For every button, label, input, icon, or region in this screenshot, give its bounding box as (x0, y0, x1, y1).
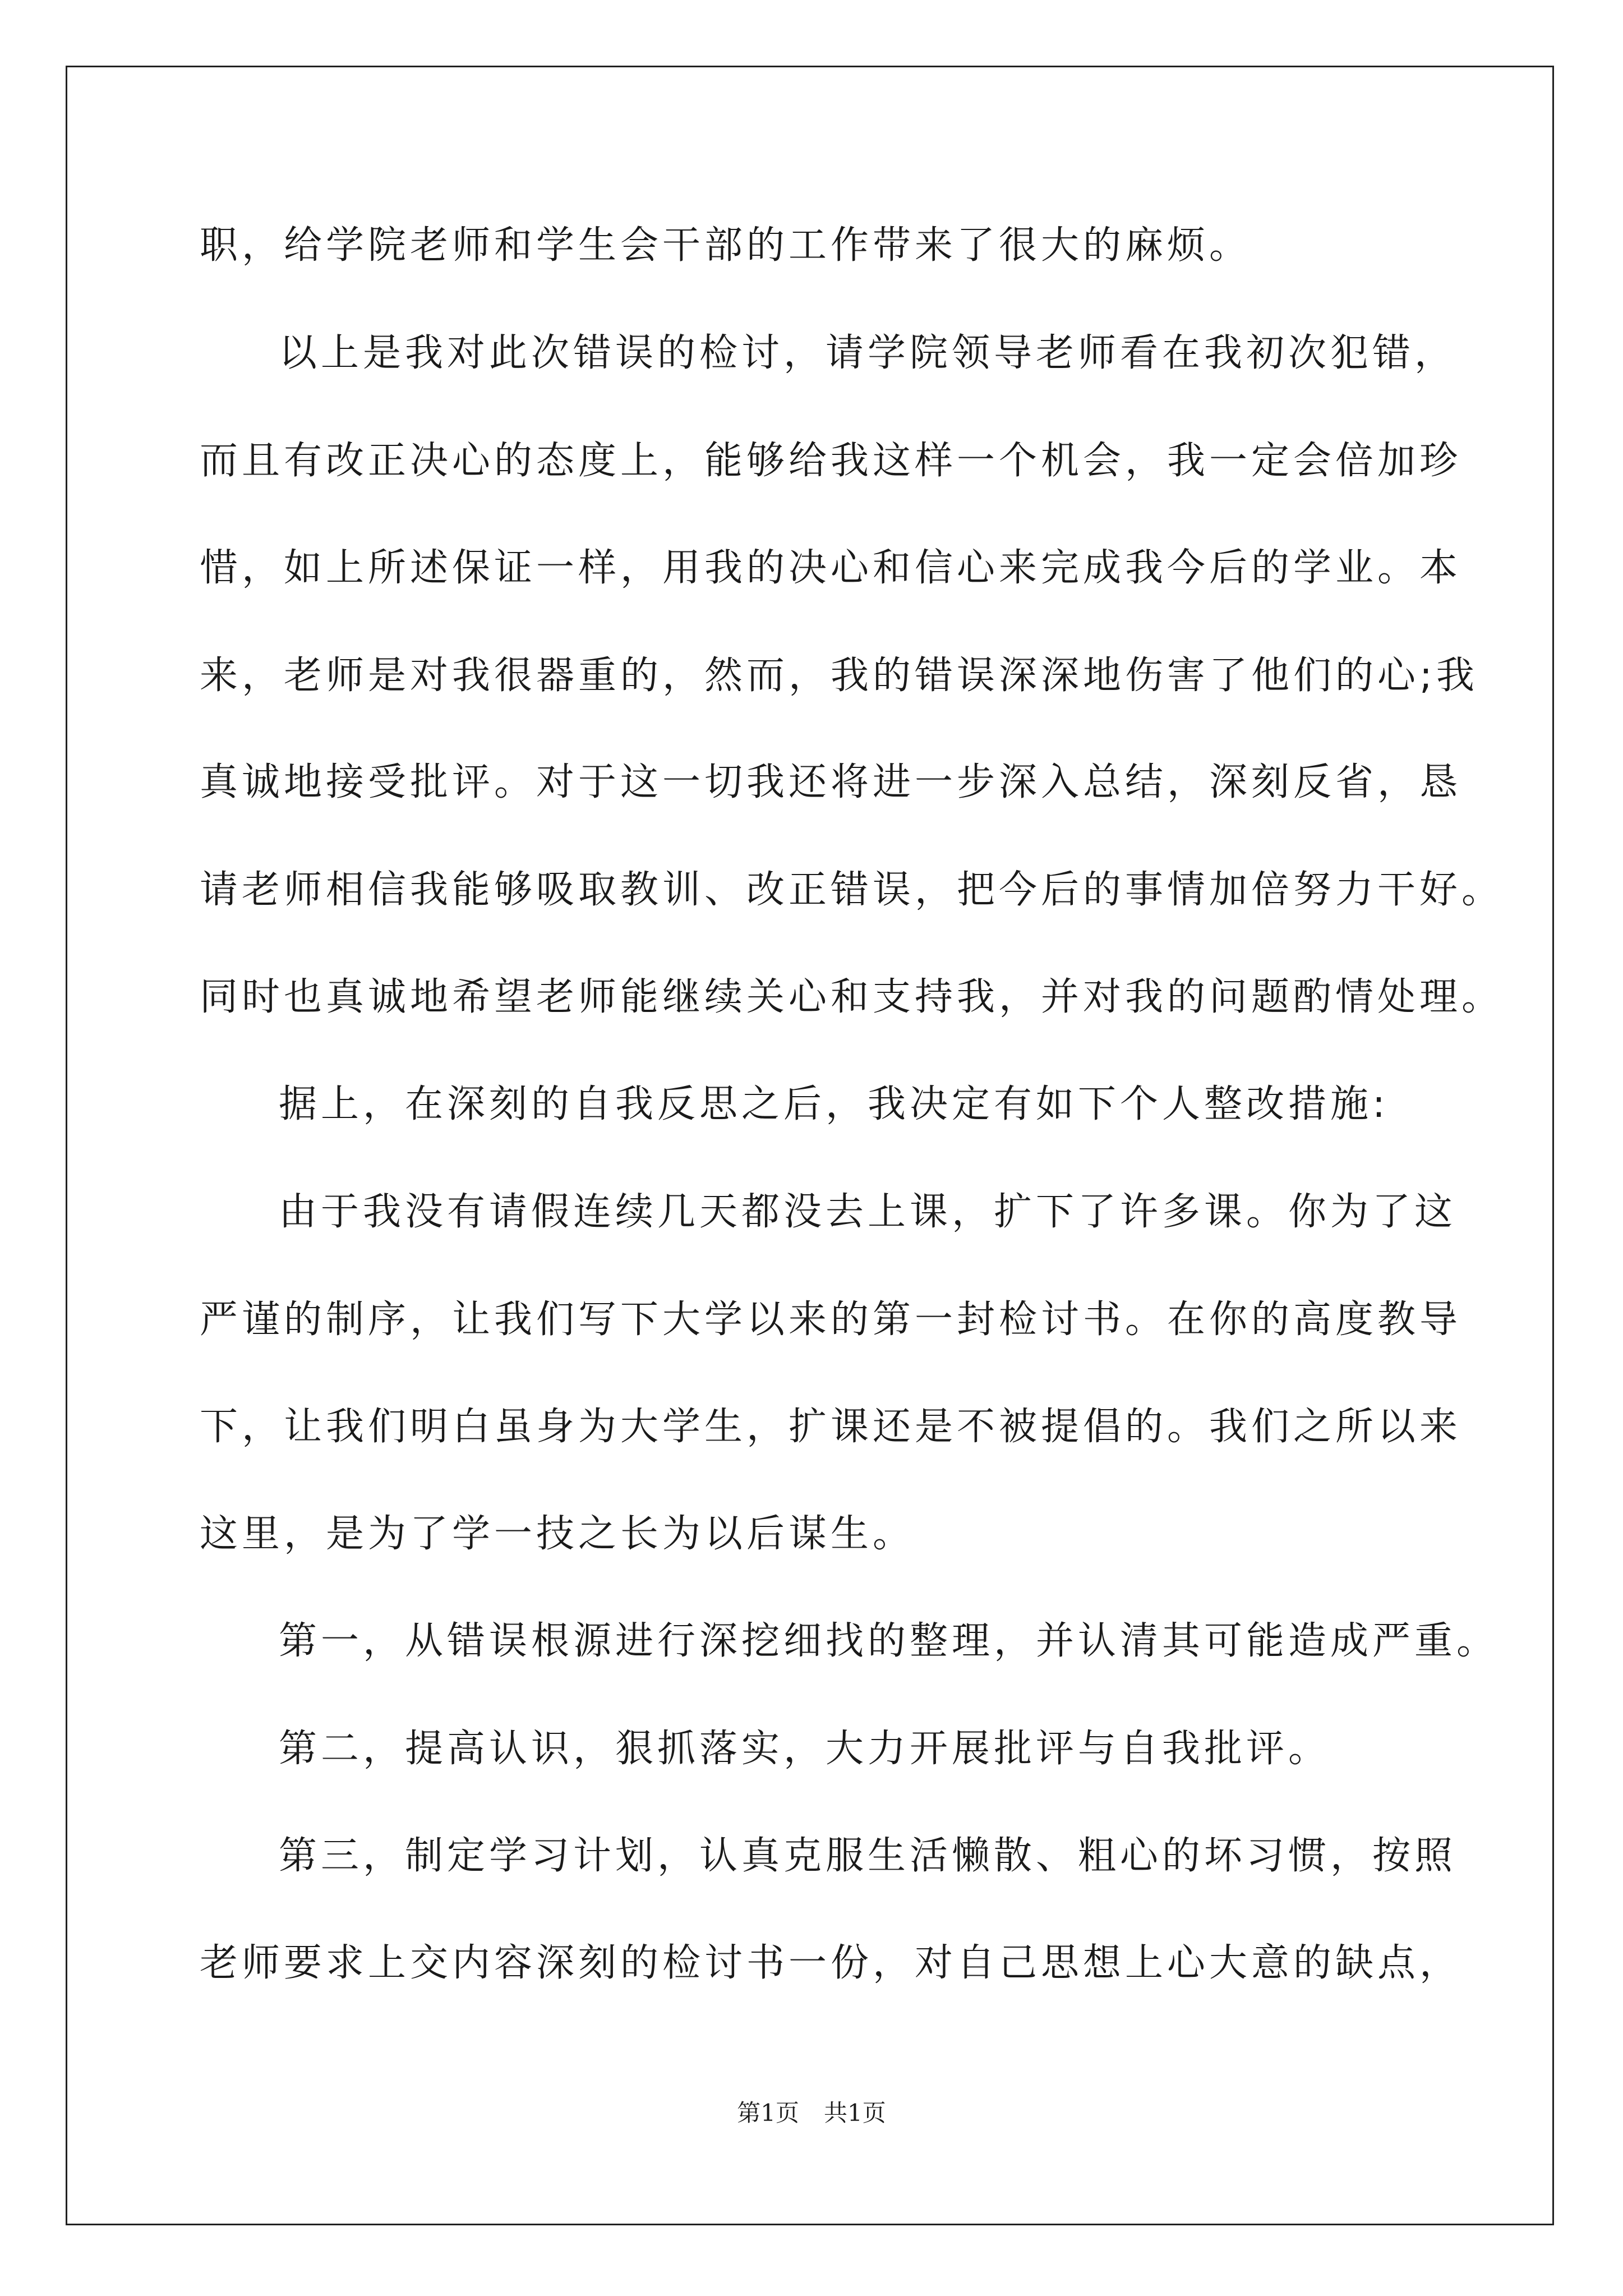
body-line-13: 这里，是为了学一技之长为以后谋生。 (200, 1512, 915, 1556)
body-line-2: 以上是我对此次错误的检讨，请学院领导老师看在我初次犯错， (279, 331, 1457, 375)
body-line-10: 由于我没有请假连续几天都没去上课，扩下了许多课。你为了这 (279, 1190, 1457, 1234)
body-line-11: 严谨的制序，让我们写下大学以来的第一封检讨书。在你的高度教导 (200, 1297, 1462, 1342)
body-line-17: 老师要求上交内容深刻的检讨书一份，对自己思想上心大意的缺点， (200, 1941, 1462, 1985)
body-line-6: 真诚地接受批评。对于这一切我还将进一步深入总结，深刻反省，恳 (200, 760, 1462, 804)
body-line-8: 同时也真诚地希望老师能继续关心和支持我，并对我的问题酌情处理。 (200, 975, 1504, 1019)
body-line-4: 惜，如上所述保证一样，用我的决心和信心来完成我今后的学业。本 (200, 546, 1462, 590)
body-line-5: 来，老师是对我很器重的，然而，我的错误深深地伤害了他们的心;我 (200, 654, 1478, 698)
body-line-15: 第二，提高认识，狠抓落实，大力开展批评与自我批评。 (279, 1727, 1331, 1771)
body-line-16: 第三，制定学习计划，认真克服生活懒散、粗心的坏习惯，按照 (279, 1834, 1457, 1878)
body-line-14: 第一，从错误根源进行深挖细找的整理，并认清其可能造成严重。 (279, 1619, 1499, 1663)
body-line-3: 而且有改正决心的态度上，能够给我这样一个机会，我一定会倍加珍 (200, 439, 1462, 483)
body-line-7: 请老师相信我能够吸取教训、改正错误，把今后的事情加倍努力干好。 (200, 868, 1504, 912)
page-border (66, 66, 1554, 2225)
body-line-9: 据上，在深刻的自我反思之后，我决定有如下个人整改措施: (279, 1082, 1389, 1126)
page-total: 共1页 (824, 2099, 886, 2127)
page-footer (0, 2099, 1623, 2127)
body-line-12: 下，让我们明白虽身为大学生，扩课还是不被提倡的。我们之所以来 (200, 1405, 1462, 1449)
body-line-1: 职，给学院老师和学生会干部的工作带来了很大的麻烦。 (200, 223, 1252, 268)
page-number: 第1页 (737, 2099, 799, 2127)
